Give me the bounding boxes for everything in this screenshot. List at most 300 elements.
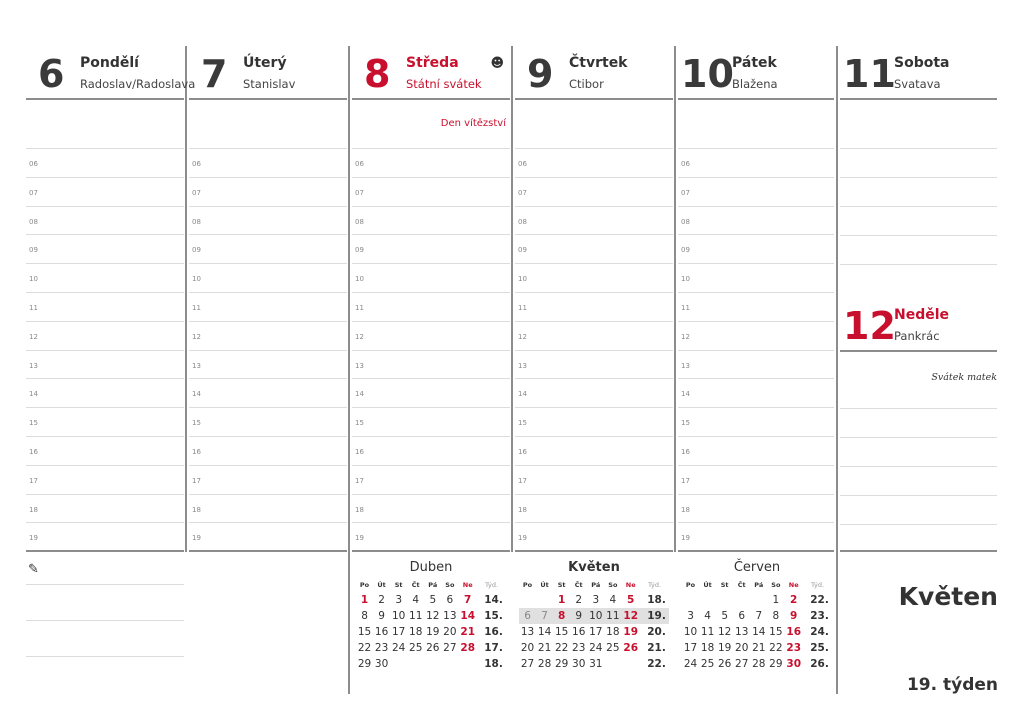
calendar-day: 7	[755, 610, 763, 622]
day-column-monday	[26, 46, 196, 552]
calendar-day: 9	[570, 608, 587, 624]
calendar-day: 28	[752, 658, 766, 670]
calendar-day: 30	[374, 658, 389, 670]
calendar-day: 7	[536, 608, 553, 624]
hour-label: 07	[518, 188, 527, 197]
hour-row[interactable]	[515, 494, 673, 524]
hour-row[interactable]	[189, 234, 347, 264]
calendar-day: 14	[537, 626, 552, 638]
calendar-week-row	[682, 624, 832, 640]
calendar-day: 23	[374, 642, 389, 654]
hour-row[interactable]	[515, 206, 673, 236]
mini-calendar-table	[682, 578, 832, 672]
hour-label: 15	[681, 419, 690, 428]
calendar-day: 5	[627, 594, 635, 606]
column-divider	[511, 46, 513, 552]
calendar-day	[733, 592, 750, 608]
calendar-day: 19	[623, 626, 639, 638]
hour-label: 18	[681, 505, 690, 514]
week-number-cell: 22.	[647, 658, 666, 670]
hour-row[interactable]	[352, 148, 510, 178]
hour-label: 09	[29, 246, 38, 255]
calendar-day: 24	[589, 642, 603, 654]
bottom-rule	[26, 550, 184, 552]
calendar-day: 22	[554, 642, 569, 654]
calendar-day: 3	[592, 594, 600, 606]
weekday-header: St	[557, 581, 566, 589]
weekday-header: Út	[377, 581, 386, 589]
hour-row[interactable]	[26, 522, 184, 552]
hour-row[interactable]	[352, 522, 510, 552]
hour-label: 10	[518, 275, 527, 284]
note-line	[840, 408, 997, 409]
calendar-day: 4	[609, 594, 617, 606]
weekday-header: Ne	[625, 581, 636, 589]
note-line	[840, 177, 997, 178]
hour-row[interactable]	[678, 206, 834, 236]
calendar-day: 14	[460, 610, 476, 622]
hour-row[interactable]	[515, 148, 673, 178]
calendar-day: 20	[520, 642, 535, 654]
calendar-week-row	[356, 656, 506, 672]
notes-line[interactable]	[26, 620, 184, 621]
hour-label: 10	[192, 275, 201, 284]
hour-row[interactable]	[515, 378, 673, 408]
hour-row[interactable]	[26, 263, 184, 293]
hour-row[interactable]	[352, 465, 510, 495]
calendar-day: 19	[717, 642, 732, 654]
hour-label: 14	[681, 390, 690, 399]
hour-label: 12	[681, 332, 690, 341]
hour-row[interactable]	[352, 350, 510, 380]
smiley-icon: ☻	[490, 56, 504, 71]
day-number: 8	[364, 52, 391, 96]
bottom-rule	[840, 550, 997, 552]
hour-row[interactable]	[515, 407, 673, 437]
name-day: Ctibor	[569, 77, 604, 91]
hour-row[interactable]	[352, 436, 510, 466]
hour-row[interactable]	[26, 465, 184, 495]
name-day: Svatava	[894, 77, 941, 91]
mini-calendar-title: Květen	[568, 560, 620, 575]
name-day: Stanislav	[243, 77, 296, 91]
hour-row[interactable]	[678, 292, 834, 322]
hour-label: 06	[29, 160, 38, 168]
hour-label: 08	[29, 217, 38, 226]
hour-row[interactable]	[515, 292, 673, 322]
calendar-day	[750, 592, 767, 608]
hour-label: 06	[518, 160, 527, 168]
calendar-day: 11	[606, 610, 620, 622]
weekday-header: So	[608, 581, 618, 589]
calendar-day	[424, 656, 441, 672]
hour-row[interactable]	[26, 206, 184, 236]
calendar-week-row	[519, 592, 669, 608]
column-divider	[674, 46, 676, 552]
hour-label: 13	[681, 361, 690, 370]
hour-row[interactable]	[678, 234, 834, 264]
day-column-tuesday	[189, 46, 347, 552]
calendar-day	[390, 656, 407, 672]
calendar-day: 29	[357, 658, 372, 670]
hour-row[interactable]	[189, 177, 347, 207]
calendar-day: 14	[752, 626, 766, 638]
hour-row[interactable]	[515, 177, 673, 207]
calendar-day: 5	[429, 594, 437, 606]
calendar-day: 6	[446, 594, 454, 606]
hour-row[interactable]	[352, 177, 510, 207]
hour-label: 10	[355, 275, 364, 284]
weekday-header: Pá	[591, 581, 601, 589]
hour-row[interactable]	[189, 436, 347, 466]
calendar-week-row	[519, 656, 669, 672]
calendar-day: 2	[790, 594, 798, 606]
day-header	[352, 46, 510, 100]
column-divider	[348, 46, 350, 694]
calendar-day	[621, 656, 640, 672]
hour-label: 16	[29, 448, 38, 456]
hour-row[interactable]	[678, 436, 834, 466]
calendar-day: 28	[460, 642, 476, 654]
calendar-day	[407, 656, 424, 672]
calendar-week-row	[356, 640, 506, 656]
calendar-day: 27	[520, 658, 535, 670]
note-line	[840, 495, 997, 496]
hour-label: 13	[518, 361, 527, 370]
calendar-day: 23	[786, 642, 802, 654]
calendar-day: 23	[572, 642, 586, 654]
hour-row[interactable]	[189, 263, 347, 293]
calendar-week-row	[519, 624, 669, 640]
calendar-day: 8	[553, 608, 570, 624]
hour-label: 10	[681, 275, 690, 284]
calendar-day: 8	[772, 610, 780, 622]
weekday-header: Čt	[737, 581, 746, 589]
calendar-day: 12	[426, 610, 440, 622]
notes-line[interactable]	[26, 584, 184, 585]
calendar-day: 6	[738, 610, 746, 622]
calendar-day	[519, 592, 536, 608]
hour-row[interactable]	[189, 465, 347, 495]
calendar-day: 2	[378, 594, 385, 606]
week-number-cell: 17.	[484, 642, 503, 654]
weekday-header: Ne	[462, 581, 473, 589]
hour-label: 15	[29, 419, 38, 428]
weekday-header: Čt	[411, 581, 420, 589]
hour-row[interactable]	[26, 378, 184, 408]
calendar-day	[682, 592, 699, 608]
weekday-header: St	[720, 581, 729, 589]
calendar-day: 10	[683, 626, 698, 638]
calendar-day: 2	[575, 594, 583, 606]
day-header	[840, 46, 997, 100]
weekday-header: Pá	[754, 581, 764, 589]
calendar-week-row	[682, 656, 832, 672]
calendar-week-row	[682, 608, 832, 624]
hour-label: 09	[681, 246, 690, 255]
hour-label: 17	[29, 476, 38, 485]
weekday-header: Ne	[788, 581, 799, 589]
calendar-day: 18	[409, 626, 423, 638]
mini-calendar-table	[356, 578, 506, 672]
day-name: Sobota	[894, 55, 950, 71]
name-day: Blažena	[732, 77, 778, 91]
pencil-icon: ✎	[28, 562, 39, 577]
day-number: 12	[843, 304, 896, 348]
mini-calendar-table	[519, 578, 669, 672]
hour-row[interactable]	[515, 350, 673, 380]
hour-row[interactable]	[678, 263, 834, 293]
hour-label: 11	[518, 304, 527, 312]
hour-row[interactable]	[26, 234, 184, 264]
calendar-day: 26	[623, 642, 639, 654]
hour-row[interactable]	[678, 378, 834, 408]
hour-row[interactable]	[678, 350, 834, 380]
hour-label: 12	[192, 332, 201, 341]
hour-row[interactable]	[189, 292, 347, 322]
column-divider	[836, 46, 838, 694]
calendar-day: 22	[357, 642, 372, 654]
hour-label: 08	[192, 217, 201, 226]
week-number-cell: 14.	[484, 594, 503, 606]
notes-line[interactable]	[26, 656, 184, 657]
hour-row[interactable]	[26, 494, 184, 524]
calendar-day: 4	[412, 594, 420, 606]
column-divider	[185, 46, 187, 552]
name-day: Pankrác	[894, 329, 940, 343]
hour-label: 14	[518, 390, 527, 399]
calendar-day: 19	[426, 626, 440, 638]
calendar-day: 25	[606, 642, 620, 654]
hour-row[interactable]	[26, 321, 184, 351]
bottom-rule	[515, 550, 673, 552]
hour-row[interactable]	[26, 148, 184, 178]
calendar-day: 20	[443, 626, 457, 638]
hour-label: 18	[518, 505, 527, 514]
bottom-rule	[678, 550, 834, 552]
hour-row[interactable]	[352, 378, 510, 408]
hour-label: 13	[355, 361, 364, 370]
day-number: 11	[843, 52, 896, 96]
weekday-header: Týd.	[811, 581, 825, 589]
calendar-day: 18	[606, 626, 620, 638]
note-line	[840, 148, 997, 149]
hour-row[interactable]	[352, 292, 510, 322]
calendar-day: 30	[572, 658, 586, 670]
calendar-day: 5	[721, 610, 728, 622]
hour-row[interactable]	[678, 522, 834, 552]
week-number-cell: 25.	[810, 642, 829, 654]
hour-row[interactable]	[515, 263, 673, 293]
calendar-day: 11	[700, 626, 715, 638]
holiday-name: Svátek matek	[931, 372, 997, 383]
hour-row[interactable]	[189, 407, 347, 437]
weekday-header: Pá	[428, 581, 438, 589]
hour-row[interactable]	[678, 321, 834, 351]
week-number-cell: 19.	[640, 608, 669, 624]
day-name: Pondělí	[80, 55, 139, 71]
note-line	[840, 524, 997, 525]
hour-label: 13	[29, 361, 38, 370]
hour-label: 19	[518, 534, 527, 543]
calendar-day	[458, 656, 477, 672]
hour-row[interactable]	[352, 263, 510, 293]
hour-row[interactable]	[189, 148, 347, 178]
hour-row[interactable]	[515, 465, 673, 495]
hour-label: 16	[681, 448, 690, 456]
calendar-day	[604, 656, 621, 672]
calendar-day: 8	[361, 610, 368, 622]
hour-row[interactable]	[515, 321, 673, 351]
hour-row[interactable]	[515, 522, 673, 552]
hour-row[interactable]	[352, 494, 510, 524]
calendar-day: 9	[378, 610, 385, 622]
name-day: Radoslav/Radoslava	[80, 77, 196, 91]
weekday-header: Po	[685, 581, 696, 589]
hour-row[interactable]	[352, 206, 510, 236]
hour-row[interactable]	[678, 407, 834, 437]
hour-row[interactable]	[189, 206, 347, 236]
hour-row[interactable]	[352, 407, 510, 437]
calendar-week-row	[682, 640, 832, 656]
hour-label: 08	[681, 217, 690, 226]
hour-label: 19	[355, 534, 364, 543]
hour-row[interactable]	[515, 234, 673, 264]
hour-row[interactable]	[678, 494, 834, 524]
hour-label: 07	[355, 188, 364, 197]
hour-label: 17	[518, 476, 527, 485]
weekday-header: Út	[540, 581, 549, 589]
weekday-header: St	[394, 581, 403, 589]
calendar-day: 6	[519, 608, 536, 624]
hour-label: 10	[29, 275, 38, 284]
calendar-day: 24	[683, 658, 698, 670]
hour-row[interactable]	[26, 407, 184, 437]
week-number-cell: 26.	[810, 658, 829, 670]
hour-row[interactable]	[189, 494, 347, 524]
hour-label: 15	[192, 419, 201, 428]
calendar-day: 25	[409, 642, 423, 654]
hour-row[interactable]	[189, 321, 347, 351]
calendar-week-row	[519, 640, 669, 656]
hour-row[interactable]	[26, 177, 184, 207]
hour-label: 13	[192, 361, 201, 370]
calendar-day: 16	[374, 626, 389, 638]
hour-label: 17	[355, 476, 364, 485]
hour-row[interactable]	[26, 350, 184, 380]
calendar-day: 24	[391, 642, 406, 654]
hour-label: 12	[29, 332, 38, 341]
calendar-week-row	[356, 608, 506, 624]
hour-row[interactable]	[678, 148, 834, 178]
calendar-day: 25	[700, 658, 715, 670]
hour-row[interactable]	[189, 378, 347, 408]
hour-row[interactable]	[515, 436, 673, 466]
calendar-day: 10	[589, 610, 603, 622]
hour-label: 19	[29, 534, 38, 543]
calendar-day: 3	[395, 594, 402, 606]
day-name: Pátek	[732, 55, 777, 71]
calendar-day	[699, 592, 716, 608]
calendar-day: 16	[572, 626, 586, 638]
hour-label: 19	[192, 534, 201, 543]
hour-label: 06	[681, 160, 690, 168]
mini-calendar-june	[682, 560, 832, 672]
note-line	[840, 264, 997, 265]
hour-label: 11	[355, 304, 364, 312]
hour-label: 14	[355, 390, 364, 399]
calendar-day: 12	[621, 608, 640, 624]
bottom-rule	[352, 550, 510, 552]
calendar-day: 21	[752, 642, 766, 654]
calendar-week-row	[519, 608, 669, 624]
holiday-label: Státní svátek	[406, 77, 482, 91]
hour-label: 15	[355, 419, 364, 428]
hour-row[interactable]	[26, 292, 184, 322]
hour-label: 18	[29, 505, 38, 514]
weekday-header: Týd.	[485, 581, 499, 589]
hour-label: 16	[355, 448, 364, 456]
calendar-day	[536, 592, 553, 608]
hour-label: 09	[192, 246, 201, 255]
weekday-header: Týd.	[648, 581, 662, 589]
calendar-day: 31	[589, 658, 603, 670]
hour-label: 11	[29, 304, 38, 312]
hour-label: 18	[355, 505, 364, 514]
hour-label: 12	[355, 332, 364, 341]
day-name: Středa	[406, 55, 459, 71]
note-line	[840, 206, 997, 207]
weekday-header: Út	[703, 581, 712, 589]
calendar-day: 13	[735, 626, 749, 638]
hour-label: 17	[192, 476, 201, 485]
calendar-week-row	[356, 624, 506, 640]
day-header	[189, 46, 347, 100]
day-header	[26, 46, 196, 100]
week-number-cell: 22.	[810, 594, 829, 606]
hour-row[interactable]	[352, 321, 510, 351]
day-number: 7	[201, 52, 228, 96]
calendar-day: 1	[558, 594, 566, 606]
day-column-weekend	[840, 46, 997, 552]
hour-row[interactable]	[678, 465, 834, 495]
week-number-cell: 18.	[484, 658, 503, 670]
day-name: Čtvrtek	[569, 55, 628, 71]
holiday-name: Den vítězství	[440, 118, 506, 129]
calendar-day: 18	[700, 642, 715, 654]
hour-label: 09	[355, 246, 364, 255]
calendar-day: 20	[735, 642, 749, 654]
weekday-header: So	[445, 581, 455, 589]
calendar-day: 10	[391, 610, 406, 622]
hour-row[interactable]	[352, 234, 510, 264]
hour-row[interactable]	[189, 350, 347, 380]
hour-label: 16	[518, 448, 527, 456]
hour-row[interactable]	[189, 522, 347, 552]
hour-row[interactable]	[26, 436, 184, 466]
hour-row[interactable]	[678, 177, 834, 207]
hour-label: 08	[518, 217, 527, 226]
hour-label: 08	[355, 217, 364, 226]
bottom-rule	[189, 550, 347, 552]
week-number-cell: 15.	[484, 610, 503, 622]
month-title: Květen	[898, 582, 998, 611]
calendar-day: 17	[391, 626, 406, 638]
note-line	[840, 466, 997, 467]
hour-label: 09	[518, 246, 527, 255]
calendar-day: 17	[683, 642, 698, 654]
sunday-header	[840, 298, 997, 352]
